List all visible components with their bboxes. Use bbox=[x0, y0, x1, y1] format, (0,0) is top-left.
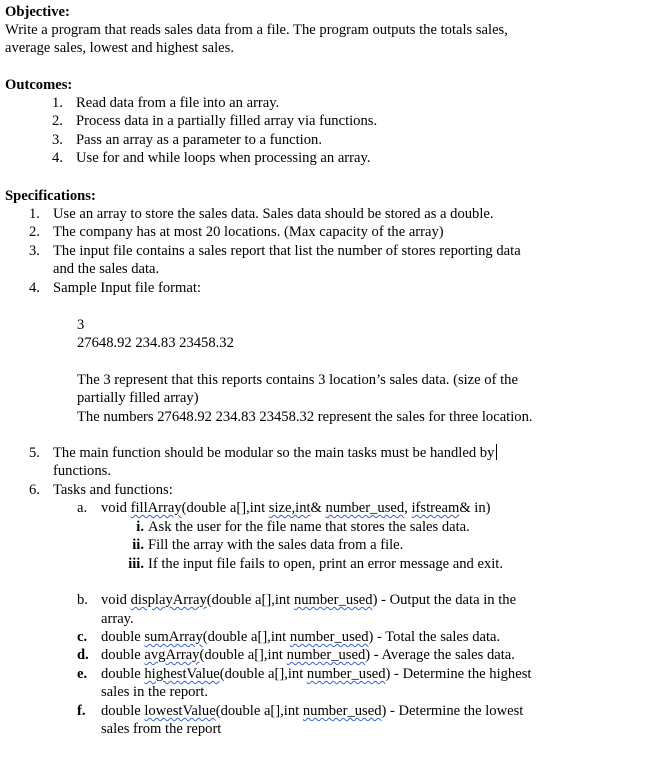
function-signature-sumarray: double sumArray(double a[],int number_used) - Total the sales data. bbox=[101, 629, 501, 645]
function-signature-fillarray: void fillArray(double a[],int size,int& number_used, ifstream& in) bbox=[101, 500, 491, 516]
sample-count: 3 bbox=[77, 317, 85, 333]
spec-text bbox=[53, 444, 497, 462]
function-signature-displayarray: void displayArray(double a[],int number_used) - Output the data in the bbox=[101, 592, 517, 608]
outcome-text: Read data from a file into an array. bbox=[76, 95, 280, 111]
outcomes-heading: Outcomes: bbox=[5, 77, 73, 93]
function-signature-lowestvalue: double lowestValue(double a[],int number_used) - Determine the lowest bbox=[101, 703, 524, 719]
spec-text: Tasks and functions: bbox=[53, 482, 173, 498]
function-label: c. bbox=[77, 629, 88, 645]
function-name: displayArray bbox=[130, 592, 207, 608]
spec-text: Sample Input file format: bbox=[53, 280, 201, 296]
outcome-text: Use for and while loops when processing an array. bbox=[76, 150, 371, 166]
function-label: d. bbox=[77, 647, 89, 663]
function-name: avgArray bbox=[144, 647, 200, 663]
sub-step-text: Ask the user for the file name that stores the sales data. bbox=[148, 519, 470, 535]
sub-step-number: ii. bbox=[132, 537, 144, 553]
spec-text-continued: and the sales data. bbox=[53, 261, 160, 277]
function-description-continued: sales from the report bbox=[101, 721, 222, 737]
function-label: f. bbox=[77, 703, 86, 719]
function-description-continued: array. bbox=[101, 611, 134, 627]
function-description-continued: sales in the report. bbox=[101, 684, 208, 700]
sub-step-text: If the input file fails to open, print an error message and exit. bbox=[148, 556, 504, 572]
sample-note-line-2: partially filled array) bbox=[77, 390, 199, 406]
spec-number: 3. bbox=[29, 243, 40, 259]
outcome-number: 3. bbox=[52, 132, 63, 148]
objective-heading: Objective: bbox=[5, 4, 70, 20]
sample-note-line-1: The 3 represent that this reports contains 3 location’s sales data. (size of the bbox=[77, 372, 518, 388]
outcome-number: 1. bbox=[52, 95, 63, 111]
text-cursor bbox=[496, 444, 497, 460]
outcome-number: 4. bbox=[52, 150, 63, 166]
function-signature-highestvalue: double highestValue(double a[],int number_used) - Determine the highest bbox=[101, 666, 532, 682]
function-signature-avgarray: double avgArray(double a[],int number_used) - Average the sales data. bbox=[101, 647, 515, 663]
sub-step-text: Fill the array with the sales data from a file. bbox=[148, 537, 404, 553]
spec-number: 5. bbox=[29, 445, 40, 461]
spec-number: 6. bbox=[29, 482, 40, 498]
function-label: b. bbox=[77, 592, 88, 608]
outcome-text: Pass an array as a parameter to a function. bbox=[76, 132, 322, 148]
spec-text: The company has at most 20 locations. (Max capacity of the array) bbox=[53, 224, 444, 240]
spec-number: 4. bbox=[29, 280, 40, 296]
spec-number: 2. bbox=[29, 224, 40, 240]
spec-text-continued: functions. bbox=[53, 463, 111, 479]
function-label: a. bbox=[77, 500, 88, 516]
sample-values: 27648.92 234.83 23458.32 bbox=[77, 335, 234, 351]
function-name: fillArray bbox=[130, 500, 182, 516]
sub-step-number: iii. bbox=[128, 556, 144, 572]
objective-text-line-1: Write a program that reads sales data from a file. The program outputs the totals sales, bbox=[5, 22, 508, 38]
function-name: sumArray bbox=[144, 629, 203, 645]
specifications-heading: Specifications: bbox=[5, 188, 96, 204]
function-label: e. bbox=[77, 666, 88, 682]
spec-text: The input file contains a sales report that list the number of stores reporting data bbox=[53, 243, 521, 259]
function-name: lowestValue bbox=[144, 703, 216, 719]
spec-text-content: The main function should be modular so the main tasks must be handled by bbox=[53, 445, 495, 461]
spec-text: Use an array to store the sales data. Sales data should be stored as a double. bbox=[53, 206, 494, 222]
objective-text-line-2: average sales, lowest and highest sales. bbox=[5, 40, 234, 56]
function-name: highestValue bbox=[144, 666, 220, 682]
sample-note-line-3: The numbers 27648.92 234.83 23458.32 represent the sales for three location. bbox=[77, 409, 533, 425]
sub-step-number: i. bbox=[136, 519, 144, 535]
outcome-text: Process data in a partially filled array via functions. bbox=[76, 113, 378, 129]
spec-number: 1. bbox=[29, 206, 40, 222]
outcome-number: 2. bbox=[52, 113, 63, 129]
